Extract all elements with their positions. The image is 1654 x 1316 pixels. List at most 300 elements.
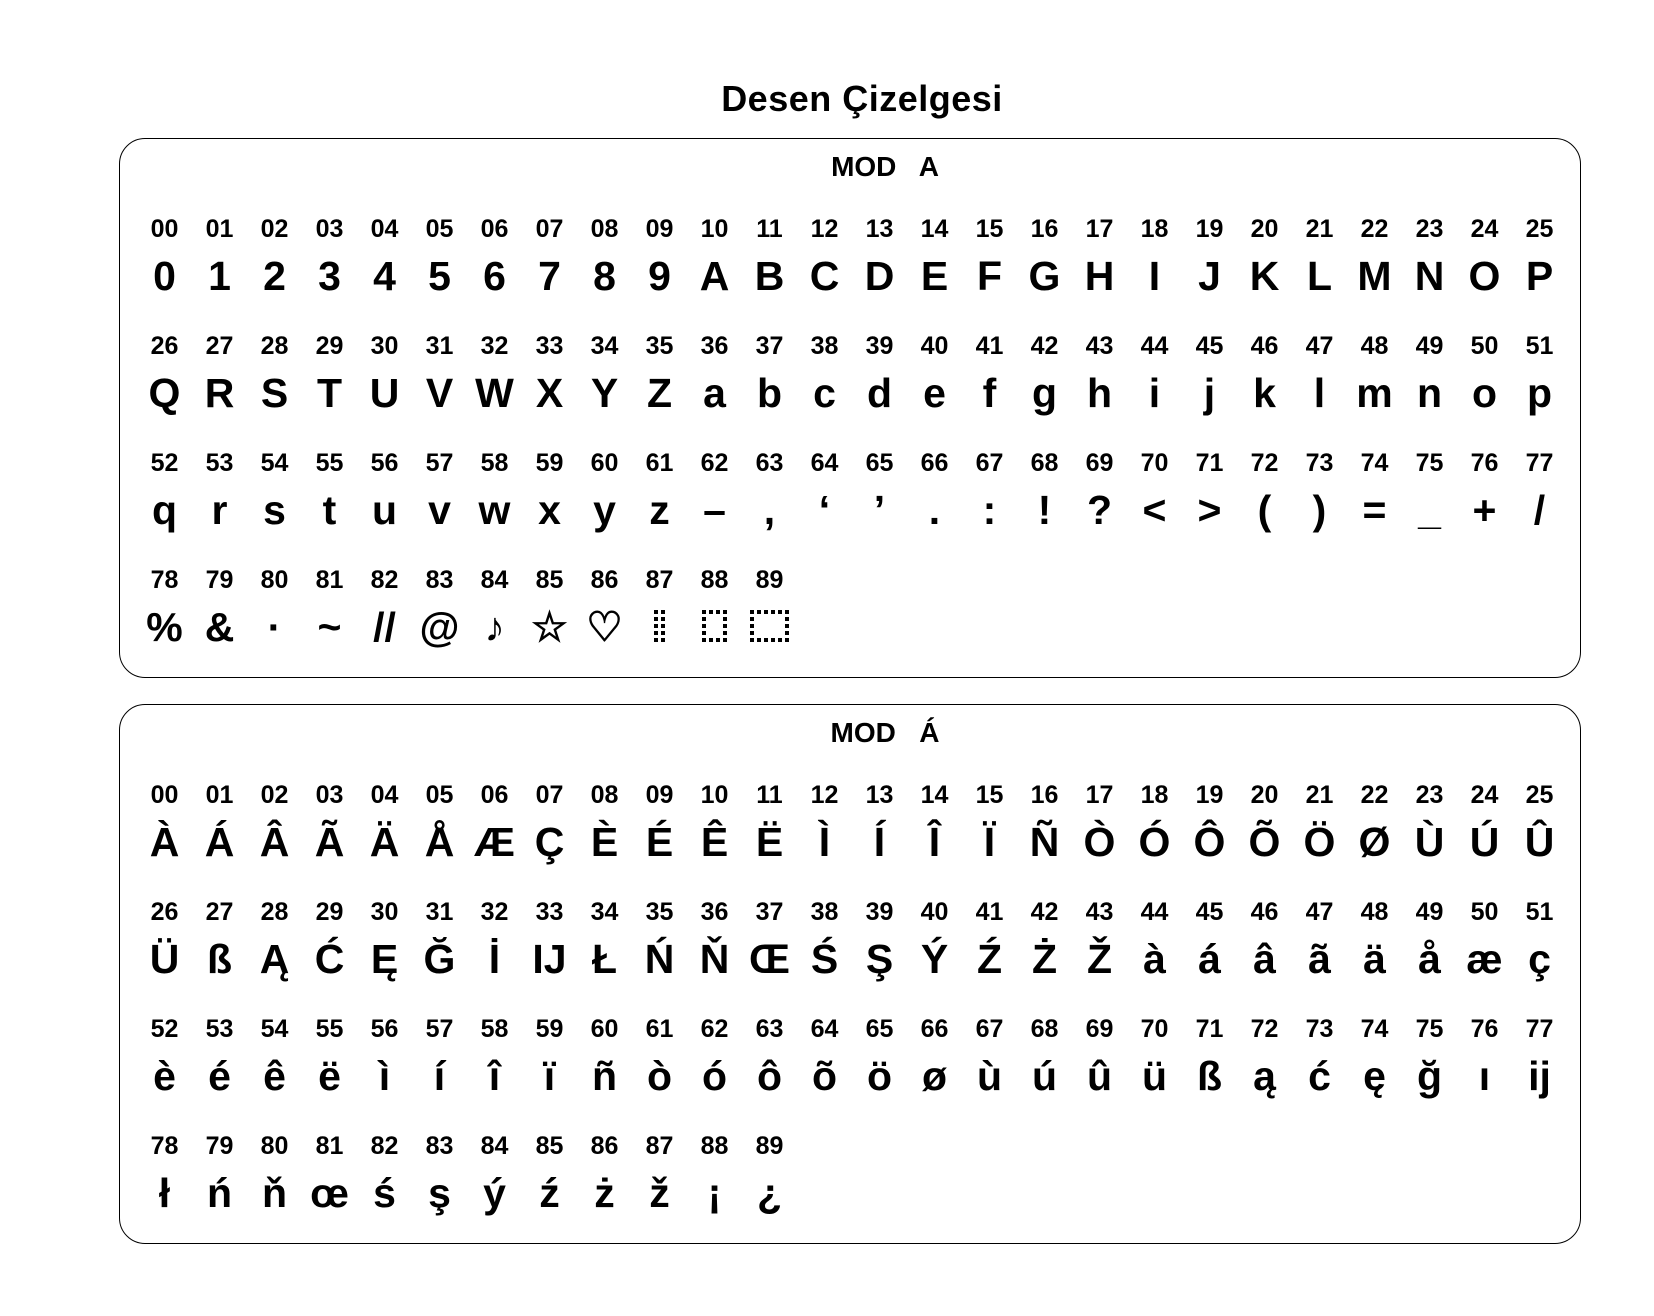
pattern-cell-03 [302,781,357,898]
pattern-glyph: 8 [593,253,616,299]
pattern-glyph: Ú [1469,819,1500,865]
pattern-glyph: B [754,253,785,299]
pattern-glyph: Ó [1138,819,1171,865]
pattern-glyph: ş [428,1170,451,1216]
pattern-cell-10 [687,781,742,898]
pattern-code: 37 [755,898,784,926]
pattern-cell-23 [1402,781,1457,898]
pattern-cell-87 [632,1132,687,1249]
pattern-code: 03 [315,781,344,809]
pattern-code: 35 [645,332,674,360]
pattern-cell-13 [852,215,907,332]
pattern-code: 60 [590,449,619,477]
pattern-code: 22 [1360,781,1389,809]
pattern-glyph: ź [539,1170,560,1216]
pattern-code: 83 [425,566,454,594]
pattern-glyph: Ć [314,936,345,982]
pattern-glyph: E [920,253,949,299]
pattern-code: 14 [920,215,949,243]
pattern-glyph: õ [811,1053,838,1099]
mode-a-panel [119,138,1581,678]
pattern-cell-77 [1512,1015,1567,1132]
pattern-cell-82 [357,566,412,683]
pattern-glyph: & [204,604,235,650]
pattern-cell-17 [1072,781,1127,898]
pattern-cell-26 [137,332,192,449]
pattern-cell-89 [742,566,797,683]
pattern-code: 65 [865,449,894,477]
pattern-code: 02 [260,215,289,243]
pattern-code: 35 [645,898,674,926]
pattern-code: 65 [865,1015,894,1043]
pattern-cell-06 [467,215,522,332]
pattern-code: 18 [1140,781,1169,809]
pattern-glyph: è [153,1053,176,1099]
pattern-code: 42 [1030,332,1059,360]
pattern-cell-87 [632,566,687,683]
pattern-code: 63 [755,1015,784,1043]
pattern-code: 23 [1415,215,1444,243]
pattern-cell-00 [137,781,192,898]
pattern-cell-47 [1292,898,1347,1015]
pattern-glyph: ♡ [586,604,623,650]
pattern-cell-54 [247,1015,302,1132]
pattern-code: 78 [150,566,179,594]
pattern-cell-36 [687,898,742,1015]
pattern-cell-55 [302,1015,357,1132]
pattern-glyph: â [1253,936,1276,982]
pattern-code: 78 [150,1132,179,1160]
pattern-cell-59 [522,449,577,566]
pattern-code: 29 [315,898,344,926]
pattern-code: 34 [590,332,619,360]
pattern-glyph: ö [866,1053,893,1099]
pattern-cell-60 [577,449,632,566]
pattern-cell-67 [962,1015,1017,1132]
pattern-glyph: ã [1308,936,1331,982]
pattern-cell-46 [1237,332,1292,449]
pattern-glyph: d [866,370,893,416]
pattern-cell-19 [1182,781,1237,898]
pattern-glyph: 7 [538,253,561,299]
pattern-code: 86 [590,1132,619,1160]
pattern-cell-14 [907,781,962,898]
pattern-glyph: Ò [1083,819,1116,865]
pattern-glyph: x [538,487,561,533]
pattern-glyph: É [645,819,674,865]
pattern-code: 27 [205,898,234,926]
pattern-glyph: b [756,370,783,416]
pattern-code: 10 [700,215,729,243]
pattern-cell-88 [687,1132,742,1249]
pattern-code: 25 [1525,215,1554,243]
pattern-glyph: ñ [591,1053,618,1099]
pattern-glyph: ò [646,1053,673,1099]
pattern-cell-40 [907,332,962,449]
pattern-glyph: ú [1031,1053,1058,1099]
pattern-glyph: Q [148,370,181,416]
pattern-cell-86 [577,566,632,683]
pattern-code: 52 [150,449,179,477]
pattern-code: 66 [920,449,949,477]
pattern-glyph: Ý [920,936,949,982]
pattern-glyph: Á [204,819,235,865]
pattern-glyph: 5 [428,253,451,299]
pattern-code: 04 [370,781,399,809]
pattern-code: 70 [1140,1015,1169,1043]
pattern-glyph: K [1249,253,1280,299]
pattern-glyph: ♪ [484,604,505,650]
pattern-code: 08 [590,215,619,243]
pattern-code: 77 [1525,1015,1554,1043]
pattern-glyph: ü [1141,1053,1168,1099]
pattern-cell-19 [1182,215,1237,332]
pattern-glyph: , [763,487,776,533]
pattern-code: 47 [1305,332,1334,360]
pattern-cell-12 [797,781,852,898]
pattern-glyph: ń [206,1170,233,1216]
pattern-code: 23 [1415,781,1444,809]
pattern-code: 60 [590,1015,619,1043]
pattern-code: 06 [480,781,509,809]
pattern-code: 72 [1250,1015,1279,1043]
pattern-glyph: F [976,253,1003,299]
pattern-cell-60 [577,1015,632,1132]
pattern-code: 26 [150,332,179,360]
pattern-cell-02 [247,215,302,332]
pattern-glyph: ( [1257,487,1272,533]
pattern-code: 88 [700,1132,729,1160]
pattern-cell-38 [797,898,852,1015]
pattern-code: 68 [1030,449,1059,477]
pattern-code: 82 [370,566,399,594]
pattern-glyph: u [371,487,398,533]
pattern-code: 52 [150,1015,179,1043]
pattern-glyph: v [428,487,451,533]
pattern-code: 37 [755,332,784,360]
pattern-glyph: o [1471,370,1498,416]
pattern-code: 80 [260,1132,289,1160]
pattern-code: 69 [1085,449,1114,477]
pattern-code: 14 [920,781,949,809]
pattern-cell-78 [137,1132,192,1249]
pattern-cell-00 [137,215,192,332]
pattern-glyph: U [369,370,400,416]
pattern-code: 20 [1250,781,1279,809]
pattern-glyph: l [1313,370,1326,416]
pattern-glyph: Ô [1193,819,1226,865]
pattern-cell-04 [357,781,412,898]
pattern-code: 50 [1470,898,1499,926]
pattern-code: 82 [370,1132,399,1160]
pattern-code: 41 [975,898,1004,926]
pattern-cell-16 [1017,781,1072,898]
pattern-code: 40 [920,898,949,926]
pattern-code: 67 [975,1015,1004,1043]
pattern-code: 57 [425,1015,454,1043]
pattern-glyph: M [1357,253,1392,299]
pattern-code: 13 [865,215,894,243]
pattern-glyph: % [146,604,183,650]
pattern-glyph: Õ [1248,819,1281,865]
pattern-code: 05 [425,215,454,243]
pattern-code: 67 [975,449,1004,477]
pattern-glyph: Œ [749,936,790,982]
pattern-glyph: Â [259,819,290,865]
pattern-cell-35 [632,898,687,1015]
pattern-code: 44 [1140,332,1169,360]
pattern-glyph: j [1203,370,1216,416]
pattern-code: 27 [205,332,234,360]
pattern-cell-78 [137,566,192,683]
pattern-code: 38 [810,332,839,360]
pattern-glyph: t [322,487,337,533]
pattern-cell-63 [742,449,797,566]
mode-a-title: MOD A [831,151,939,182]
pattern-glyph: á [1198,936,1221,982]
pattern-cell-32 [467,898,522,1015]
pattern-cell-76 [1457,1015,1512,1132]
pattern-glyph: ł [158,1170,171,1216]
pattern-cell-30 [357,332,412,449]
pattern-glyph: Ë [755,819,784,865]
pattern-cell-80 [247,566,302,683]
pattern-cell-08 [577,215,632,332]
pattern-glyph: k [1253,370,1276,416]
pattern-glyph: W [475,370,514,416]
pattern-code: 57 [425,449,454,477]
pattern-code: 48 [1360,332,1389,360]
pattern-cell-66 [907,1015,962,1132]
pattern-glyph: w [478,487,511,533]
pattern-code: 73 [1305,449,1334,477]
pattern-cell-51 [1512,898,1567,1015]
pattern-glyph: > [1197,487,1222,533]
pattern-code: 87 [645,1132,674,1160]
pattern-cell-26 [137,898,192,1015]
pattern-glyph: 4 [373,253,396,299]
pattern-glyph: æ [1466,936,1503,982]
pattern-glyph: ą [1253,1053,1276,1099]
pattern-glyph: Ń [644,936,675,982]
pattern-code: 00 [150,215,179,243]
pattern-glyph: Û [1524,819,1555,865]
pattern-glyph: y [593,487,616,533]
pattern-glyph: Å [424,819,455,865]
pattern-glyph: ij [1528,1053,1551,1099]
pattern-code: 79 [205,566,234,594]
pattern-cell-85 [522,566,577,683]
pattern-cell-80 [247,1132,302,1249]
pattern-glyph: 6 [483,253,506,299]
pattern-glyph: ï [543,1053,556,1099]
pattern-code: 36 [700,898,729,926]
pattern-cell-76 [1457,449,1512,566]
pattern-code: 16 [1030,215,1059,243]
pattern-code: 44 [1140,898,1169,926]
pattern-glyph: S [260,370,289,416]
pattern-cell-06 [467,781,522,898]
pattern-glyph: Ï [983,819,996,865]
pattern-glyph: î [488,1053,501,1099]
pattern-glyph: h [1086,370,1113,416]
pattern-cell-43 [1072,898,1127,1015]
pattern-cell-62 [687,1015,742,1132]
pattern-glyph: ß [1196,1053,1223,1099]
pattern-glyph: ‘ [818,487,831,533]
pattern-code: 87 [645,566,674,594]
pattern-cell-83 [412,1132,467,1249]
pattern-cell-72 [1237,449,1292,566]
pattern-code: 39 [865,332,894,360]
pattern-code: 68 [1030,1015,1059,1043]
pattern-code: 63 [755,449,784,477]
pattern-cell-04 [357,215,412,332]
pattern-cell-16 [1017,215,1072,332]
pattern-cell-82 [357,1132,412,1249]
pattern-code: 20 [1250,215,1279,243]
pattern-cell-31 [412,332,467,449]
pattern-code: 66 [920,1015,949,1043]
pattern-cell-08 [577,781,632,898]
pattern-glyph: ę [1363,1053,1386,1099]
pattern-cell-56 [357,449,412,566]
pattern-cell-70 [1127,449,1182,566]
pattern-glyph: Ğ [423,936,456,982]
pattern-code: 46 [1250,332,1279,360]
pattern-code: 15 [975,215,1004,243]
pattern-code: 31 [425,898,454,926]
pattern-cell-64 [797,449,852,566]
pattern-cell-53 [192,449,247,566]
pattern-cell-79 [192,566,247,683]
pattern-glyph: . [928,487,941,533]
pattern-cell-72 [1237,1015,1292,1132]
pattern-glyph: Ą [259,936,290,982]
pattern-code: 15 [975,781,1004,809]
pattern-cell-10 [687,215,742,332]
pattern-code: 24 [1470,215,1499,243]
pattern-code: 53 [205,449,234,477]
pattern-glyph: À [149,819,180,865]
pattern-cell-36 [687,332,742,449]
pattern-code: 13 [865,781,894,809]
pattern-cell-69 [1072,449,1127,566]
pattern-cell-57 [412,1015,467,1132]
pattern-code: 05 [425,781,454,809]
pattern-code: 02 [260,781,289,809]
pattern-cell-33 [522,898,577,1015]
pattern-code: 81 [315,1132,344,1160]
pattern-cell-58 [467,1015,522,1132]
pattern-glyph: N [1414,253,1445,299]
pattern-cell-12 [797,215,852,332]
pattern-code: 21 [1305,215,1334,243]
pattern-glyph: A [699,253,730,299]
pattern-cell-84 [467,566,522,683]
pattern-cell-29 [302,332,357,449]
pattern-glyph: ¿ [756,1170,783,1216]
pattern-glyph: ı [1478,1053,1491,1099]
pattern-glyph: ø [921,1053,948,1099]
pattern-glyph: Î [928,819,941,865]
pattern-code: 72 [1250,449,1279,477]
pattern-code: 07 [535,215,564,243]
pattern-glyph: ž [649,1170,670,1216]
pattern-glyph: r [211,487,228,533]
pattern-code: 07 [535,781,564,809]
pattern-glyph: C [809,253,840,299]
pattern-glyph: Æ [474,819,515,865]
pattern-code: 56 [370,449,399,477]
pattern-cell-28 [247,898,302,1015]
pattern-cell-41 [962,898,1017,1015]
pattern-cell-42 [1017,332,1072,449]
pattern-code: 70 [1140,449,1169,477]
pattern-glyph: P [1525,253,1554,299]
pattern-code: 89 [755,1132,784,1160]
pattern-code: 73 [1305,1015,1334,1043]
pattern-code: 54 [260,1015,289,1043]
pattern-glyph: – [703,487,726,533]
pattern-glyph: V [425,370,454,416]
pattern-cell-50 [1457,898,1512,1015]
pattern-cell-44 [1127,332,1182,449]
pattern-code: 11 [756,215,783,243]
pattern-cell-27 [192,898,247,1015]
pattern-code: 64 [810,1015,839,1043]
pattern-glyph: ň [261,1170,288,1216]
pattern-code: 19 [1195,781,1224,809]
pattern-cell-46 [1237,898,1292,1015]
pattern-glyph: Ø [1358,819,1391,865]
pattern-code: 89 [755,566,784,594]
pattern-glyph: < [1142,487,1167,533]
pattern-cell-29 [302,898,357,1015]
pattern-glyph: È [590,819,619,865]
pattern-code: 41 [975,332,1004,360]
pattern-code: 76 [1470,1015,1499,1043]
pattern-code: 28 [260,332,289,360]
pattern-cell-07 [522,781,577,898]
pattern-glyph: ê [263,1053,286,1099]
pattern-cell-33 [522,332,577,449]
pattern-cell-35 [632,332,687,449]
pattern-glyph: O [1468,253,1501,299]
pattern-cell-09 [632,781,687,898]
pattern-cell-86 [577,1132,632,1249]
pattern-glyph: ë [318,1053,341,1099]
pattern-cell-52 [137,1015,192,1132]
pattern-glyph: @ [419,604,460,650]
mode-b-panel [119,704,1581,1244]
pattern-cell-74 [1347,1015,1402,1132]
pattern-cell-23 [1402,215,1457,332]
pattern-code: 55 [315,449,344,477]
pattern-glyph: Ö [1303,819,1336,865]
pattern-cell-64 [797,1015,852,1132]
pattern-glyph: ì [378,1053,391,1099]
pattern-code: 09 [645,781,674,809]
pattern-code: 86 [590,566,619,594]
pattern-cell-57 [412,449,467,566]
pattern-cell-65 [852,449,907,566]
pattern-code: 28 [260,898,289,926]
pattern-code: 12 [810,215,839,243]
pattern-glyph: Ł [591,936,618,982]
pattern-code: 49 [1415,332,1444,360]
pattern-cell-39 [852,332,907,449]
